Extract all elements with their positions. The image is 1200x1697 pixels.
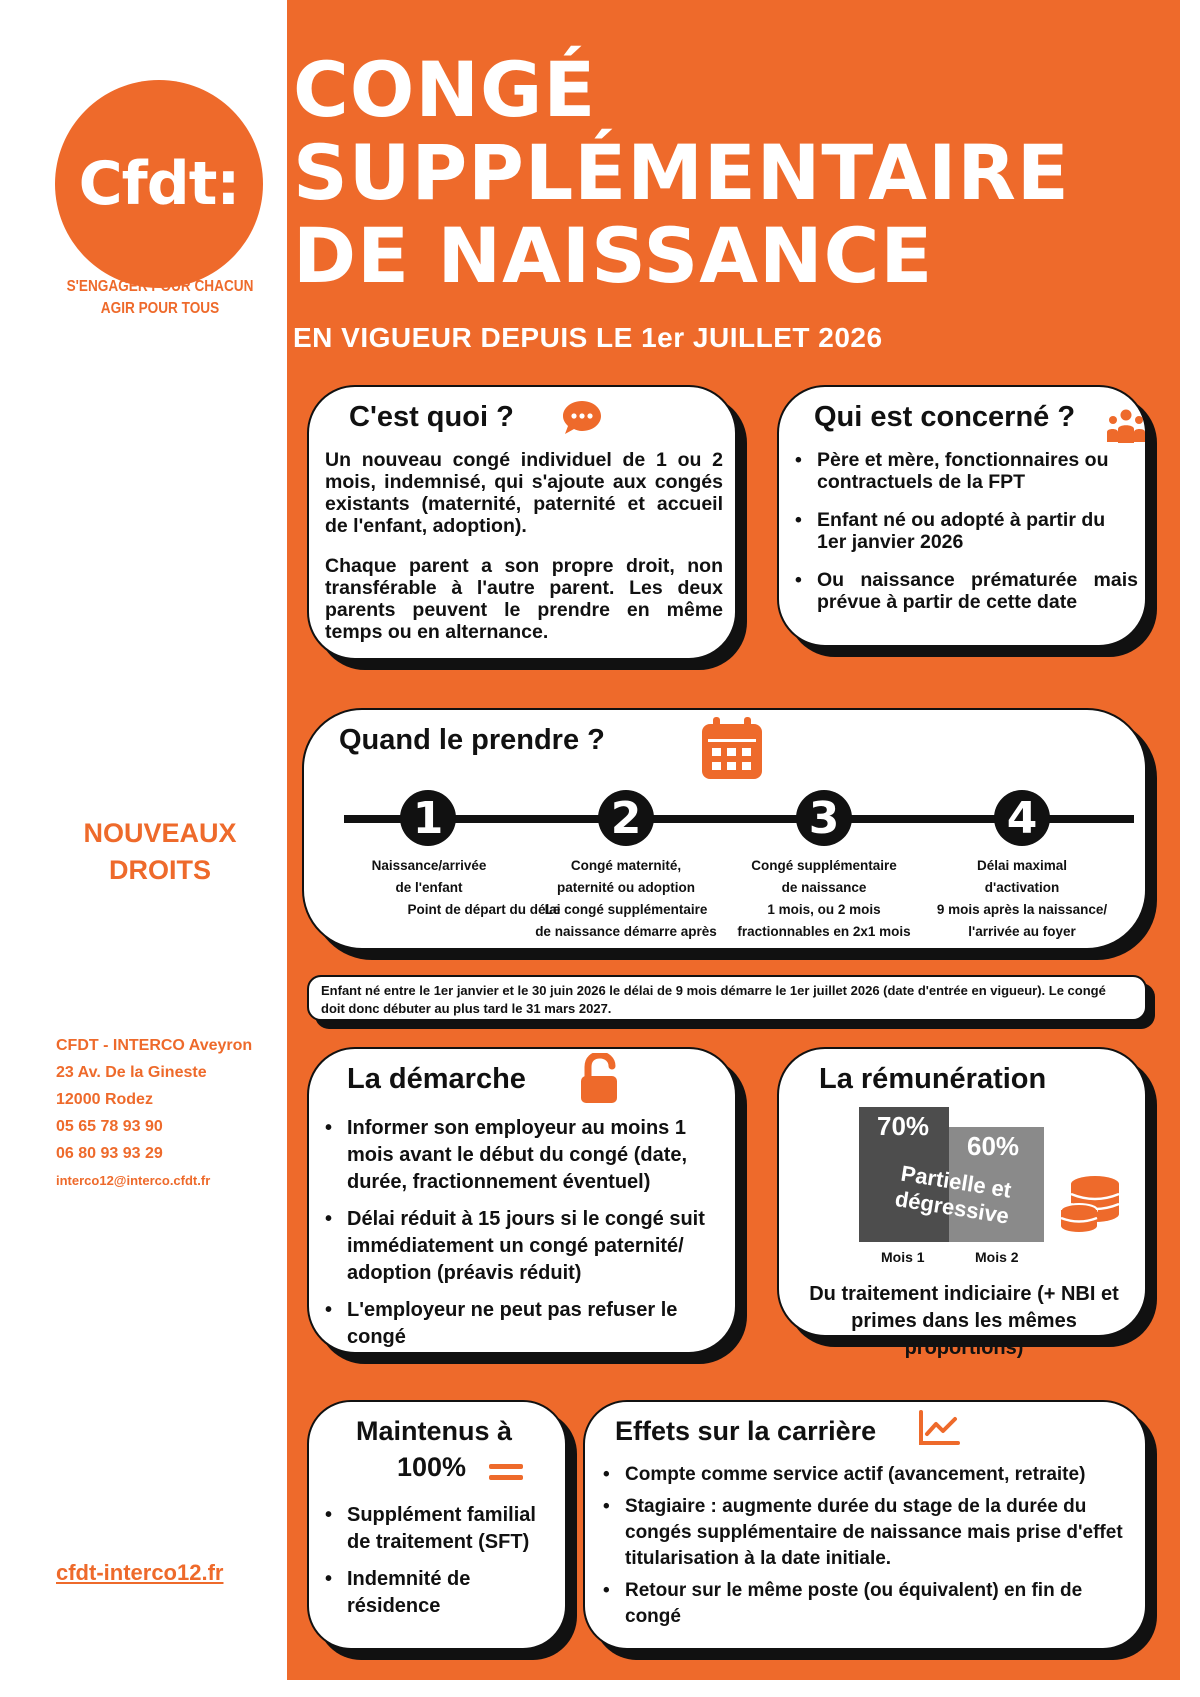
nouveaux-droits-label [30,815,290,889]
timeline-step-3-label [724,855,924,943]
contact-email[interactable]: interco12@interco.cfdt.fr [56,1173,211,1188]
contact-phone-2: 06 80 93 93 29 [56,1145,163,1162]
step-3-title-1: Congé supplémentaire [751,858,897,873]
website-link[interactable]: cfdt-interco12.fr [56,1560,224,1585]
step-1-title-2: de l'enfant [395,880,463,895]
contact-org: CFDT - INTERCO Aveyron [56,1037,253,1054]
title-line-3: DE NAISSANCE [293,211,934,300]
carriere-card [583,1400,1147,1650]
step-2-title-1: Congé maternité, [570,858,682,873]
cest-quoi-card [307,385,737,660]
carriere-list [601,1462,1136,1630]
title-line-1: CONGÉ [293,45,597,134]
step-2-title-2: paternité ou adoption [557,880,695,895]
quand-card [302,708,1147,950]
timeline-step-4-label [922,855,1122,943]
step-4-title-1: Délai maximal [976,858,1068,873]
list-item: • Enfant né ou adopté à partir du 1er janvier 2026 [793,509,1138,553]
calendar-icon [699,715,765,781]
group-icon [1106,407,1146,445]
maintenus-heading-2: 100% [397,1452,467,1482]
nouveaux-line-1: NOUVEAUX [83,818,237,848]
maintenus-list [323,1502,553,1620]
page-title [293,45,1070,300]
timeline-step-1-label [329,855,561,921]
tagline-line-2: AGIR POUR TOUS [100,300,220,317]
list-item: • Retour sur le même poste (ou équivalent) en fin de congé [601,1578,1136,1630]
bar-mois-1-label: Mois 1 [881,1249,925,1265]
title-line-2: SUPPLÉMENTAIRE [293,128,1070,217]
carriere-heading: Effets sur la carrière [615,1416,877,1446]
timeline-step-4-marker: 4 [994,790,1050,846]
page-subtitle: EN VIGUEUR DEPUIS LE 1er JUILLET 2026 [293,322,883,353]
step-4-title-2: d'activation [984,880,1060,895]
step-4-desc-2: l'arrivée au foyer [968,924,1076,939]
step-1-title-1: Naissance/arrivée [371,858,487,873]
list-item: • Compte comme service actif (avancement, retraite) [601,1462,1136,1488]
quand-note [307,975,1147,1021]
step-2-desc-1: Le congé supplémentaire [544,902,708,917]
contact-block [56,1032,252,1194]
tagline-line-1: S'ENGAGER POUR CHACUN [66,278,254,295]
demarche-list [323,1115,718,1351]
coins-icon [1059,1174,1123,1234]
bar-overlay-label: Partielle et dégressive [893,1160,1014,1229]
cfdt-logo [55,80,263,288]
unlock-icon [579,1053,623,1105]
list-item: • Informer son employeur au moins 1 mois avant le début du congé (date, durée, fractionnement éventuel) [323,1115,718,1196]
qui-concerne-list [793,449,1138,613]
list-item: • Supplément familial de traitement (SFT) [323,1502,553,1556]
remuneration-text: Du traitement indiciaire (+ NBI et primes dans les mêmes proportions) [809,1283,1119,1359]
remuneration-heading: La rémunération [819,1063,1047,1095]
contact-city: 12000 Rodez [56,1091,153,1108]
list-item: • Indemnité de résidence [323,1566,553,1620]
list-item: • Ou naissance prématurée mais prévue à partir de cette date [793,569,1138,613]
tagline [58,276,262,320]
qui-concerne-heading: Qui est concerné ? [814,401,1076,433]
quand-note-text: Enfant né entre le 1er janvier et le 30 juin 2026 le délai de 9 mois démarre le 1er juillet 2026 (date d'entrée en vigueur). Le congé doit donc débuter au plus tard le 31 mars 2027. [321,983,1106,1016]
remuneration-card [777,1047,1147,1359]
quand-heading: Quand le prendre ? [339,724,605,756]
trend-chart-icon [918,1410,960,1446]
step-2-desc-2: de naissance démarre après [535,924,717,939]
list-item: • Stagiaire : augmente durée du stage de la durée du congés supplémentaire de naissance mais prise d'effet titularisation à la date initiale. [601,1494,1136,1572]
step-3-desc-2: fractionnables en 2x1 mois [737,924,911,939]
list-item: • Père et mère, fonctionnaires ou contractuels de la FPT [793,449,1138,493]
sidebar [0,0,287,1697]
contact-phone-1: 05 65 78 93 90 [56,1118,163,1135]
timeline-step-2-marker: 2 [598,790,654,846]
demarche-card [307,1047,737,1354]
maintenus-heading-1: Maintenus à [356,1416,513,1446]
timeline-step-3-marker: 3 [796,790,852,846]
contact-address: 23 Av. De la Gineste [56,1064,207,1081]
cest-quoi-paragraph-1: Un nouveau congé individuel de 1 ou 2 mois, indemnisé, qui s'ajoute aux congés existants (maternité, paternité et accueil de l'enfant, adoption). [325,449,723,537]
qui-concerne-card [777,385,1147,647]
cest-quoi-heading: C'est quoi ? [349,401,514,433]
logo-text: Cfdt: [78,149,240,219]
bar-mois-2-label: Mois 2 [975,1249,1019,1265]
step-3-desc-1: 1 mois, ou 2 mois [767,902,881,917]
maintenus-card [307,1400,567,1650]
step-3-title-2: de naissance [781,880,867,895]
list-item: • L'employeur ne peut pas refuser le congé [323,1297,718,1351]
bar-mois-1-value: 70% [877,1111,930,1141]
equals-icon [489,1462,523,1482]
list-item: • Délai réduit à 15 jours si le congé suit immédiatement un congé paternité/ adoption (préavis réduit) [323,1206,718,1287]
speech-bubble-icon [561,399,603,437]
timeline-step-1-marker: 1 [400,790,456,846]
timeline-step-2-label [526,855,726,943]
step-1-desc-1: Point de départ du délai [407,902,561,917]
nouveaux-line-2: DROITS [108,855,211,885]
bar-mois-2-value: 60% [967,1131,1020,1161]
cest-quoi-paragraph-2: Chaque parent a son propre droit, non transférable à l'autre parent. Les deux parents peuvent le prendre en même temps ou en alternance. [325,555,723,643]
step-4-desc-1: 9 mois après la naissance/ [936,902,1108,917]
demarche-heading: La démarche [347,1063,526,1095]
